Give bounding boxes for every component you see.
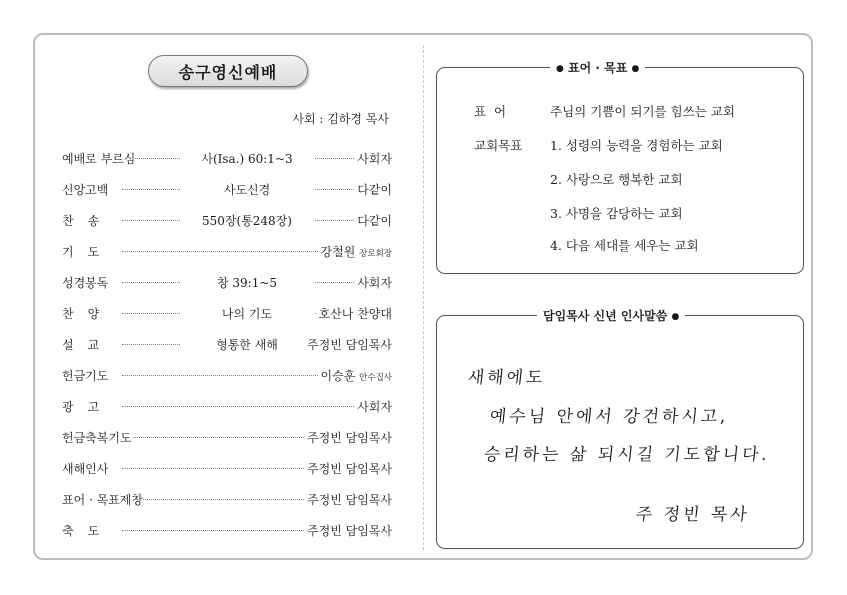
- person-name: 주정빈 담임목사: [307, 493, 392, 507]
- order-row: [62, 491, 392, 522]
- order-row: [62, 212, 392, 243]
- page-divider: [423, 45, 424, 550]
- leader-dots: [122, 406, 354, 407]
- person-name: 주정빈 담임목사: [307, 338, 392, 352]
- order-item-label: 설교: [62, 338, 114, 352]
- order-item-person: [354, 212, 392, 229]
- order-item-detail: 나의 기도: [180, 305, 314, 322]
- person-name: 강철원: [320, 245, 356, 259]
- greeting-line: 승리하는 삶 되시길 기도합니다.: [482, 445, 771, 465]
- order-item-detail: 형통한 새해: [180, 336, 314, 353]
- order-row: [62, 181, 392, 212]
- order-item-label: 성경봉독: [62, 276, 109, 290]
- order-item-person: [304, 491, 392, 508]
- motto-label: 표 어: [474, 104, 507, 119]
- order-item-label: 헌금축복기도: [62, 431, 132, 445]
- goal-item: 4. 다음 세대를 세우는 교회: [550, 238, 699, 253]
- person-name: 다같이: [357, 183, 392, 197]
- goal-item: 2. 사랑으로 행복한 교회: [550, 172, 683, 187]
- person-name: 사회자: [357, 400, 392, 414]
- order-row: [62, 460, 392, 491]
- order-item-person: [304, 336, 392, 353]
- order-item-detail: 사도신경: [180, 181, 314, 198]
- motto-heading: ● 표어 · 목표 ●: [550, 59, 645, 76]
- order-item-detail: 사(Isa.) 60:1~3: [180, 150, 314, 167]
- order-item-person: [354, 274, 392, 291]
- order-item-label: 예배로 부르심: [62, 152, 136, 166]
- order-row: [62, 429, 392, 460]
- order-item-label: 찬양: [62, 307, 114, 321]
- person-name: 주정빈 담임목사: [307, 462, 392, 476]
- person-name: 주정빈 담임목사: [307, 431, 392, 445]
- order-row: [62, 398, 392, 429]
- order-item-person: [318, 243, 392, 260]
- motto-text: 주님의 기쁨이 되기를 힘쓰는 교회: [550, 104, 735, 119]
- order-item-person: [354, 181, 392, 198]
- person-name: 다같이: [357, 214, 392, 228]
- order-of-service: [62, 150, 392, 553]
- person-name: 주정빈 담임목사: [307, 524, 392, 538]
- order-item-person: [304, 460, 392, 477]
- greeting-line: 예수님 안에서 강건하시고,: [488, 407, 730, 427]
- order-item-person: [318, 367, 392, 384]
- goals-label: 교회목표: [474, 138, 523, 153]
- order-item-label: 축도: [62, 524, 114, 538]
- order-item-person: [304, 429, 392, 446]
- order-item-label: 기도: [62, 245, 114, 259]
- person-role: 안수집사: [359, 373, 392, 383]
- order-item-label: 새해인사: [62, 462, 109, 476]
- order-row: [62, 336, 392, 367]
- order-row: [62, 305, 392, 336]
- person-name: 이승훈: [320, 369, 356, 383]
- order-item-label: 신앙고백: [62, 183, 109, 197]
- order-item-person: [304, 522, 392, 539]
- order-item-person: [354, 398, 392, 415]
- order-item-detail: 550장(통248장): [180, 212, 314, 229]
- order-row: [62, 274, 392, 305]
- person-name: 호산나 찬양대: [318, 307, 392, 321]
- service-title: 송구영신예배: [148, 55, 308, 87]
- person-role: 장로회장: [359, 249, 392, 259]
- person-name: 사회자: [357, 276, 392, 290]
- order-item-person: [316, 305, 392, 322]
- order-item-label: 헌금기도: [62, 369, 109, 383]
- order-item-label: 찬송: [62, 214, 114, 228]
- person-name: 사회자: [357, 152, 392, 166]
- goal-item: 1. 성령의 능력을 경험하는 교회: [550, 138, 723, 153]
- order-item-detail: 창 39:1~5: [180, 274, 314, 291]
- order-item-person: [354, 150, 392, 167]
- order-row: [62, 243, 392, 274]
- order-row: [62, 150, 392, 181]
- order-row: [62, 522, 392, 553]
- greeting-line: 새해에도: [466, 368, 547, 388]
- goal-item: 3. 사명을 감당하는 교회: [550, 206, 683, 221]
- service-host: 사회 : 김하경 목사: [292, 112, 389, 126]
- order-item-label: 광고: [62, 400, 114, 414]
- greeting-heading: 담임목사 신년 인사말씀 ●: [537, 307, 685, 324]
- order-item-label: 표어 · 목표제창: [62, 493, 143, 507]
- pastor-signature: 주 정빈 목사: [634, 505, 751, 525]
- order-row: [62, 367, 392, 398]
